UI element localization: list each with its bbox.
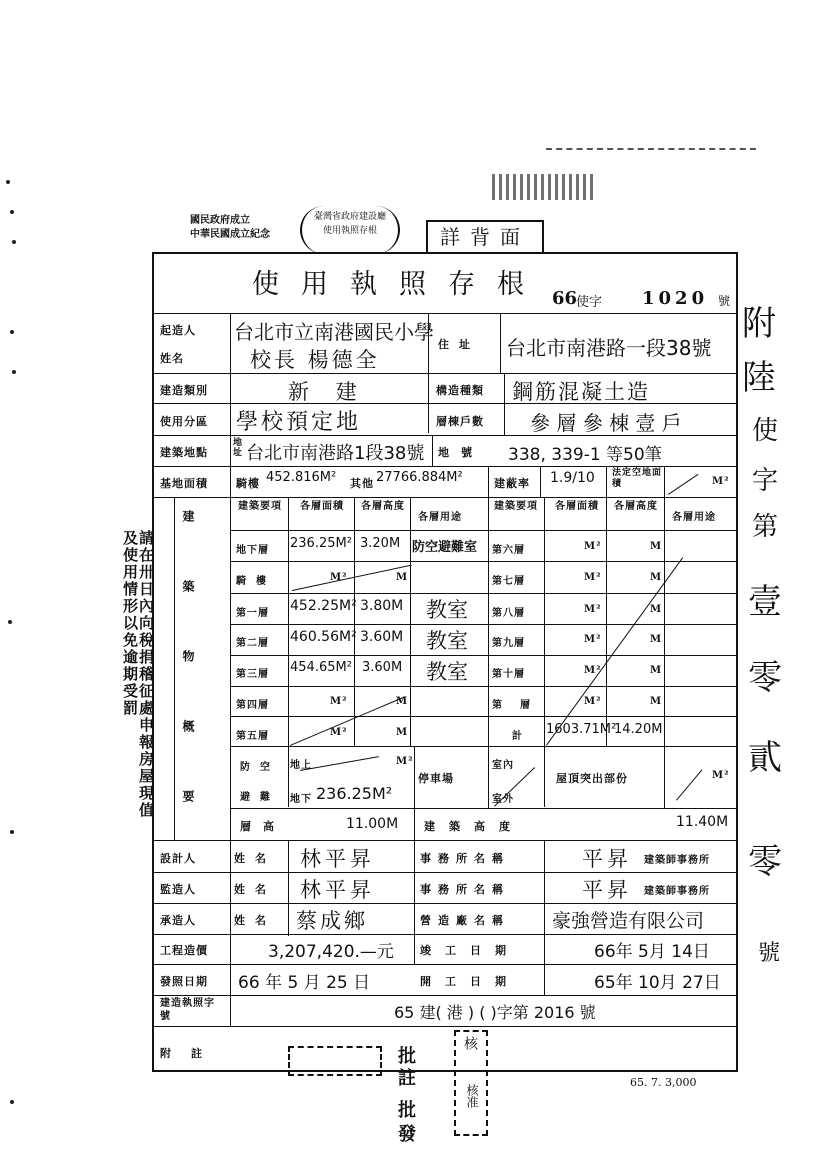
right-char: 陸: [742, 358, 776, 398]
label-shelter-2: 避難: [240, 792, 280, 803]
bldg-height-value: 11.40M: [676, 814, 729, 830]
arcade-area-value: 452.816M²: [266, 470, 337, 485]
label-ground-below: 地下: [290, 794, 312, 805]
f9-height-unit: M: [650, 634, 663, 645]
detail-side-label: 詳背面: [426, 220, 544, 254]
grid-line: [288, 497, 289, 807]
col-item-right: 建築要項: [494, 501, 538, 512]
label-site: 建築地點: [160, 446, 208, 459]
right-char: 號: [758, 941, 781, 966]
floor-height-value: 11.00M: [346, 816, 399, 832]
grid-line: [152, 840, 738, 841]
label-contractor-firm: 營造廠名稱: [420, 914, 510, 927]
grid-line: [288, 840, 289, 936]
completion-value: 66年 5月 14日: [594, 942, 710, 962]
f3-height: 3.60M: [362, 660, 403, 675]
label-f10: 第十層: [492, 669, 525, 680]
right-char: 零: [748, 842, 782, 882]
bottom-stamp-box: [454, 1030, 488, 1136]
label-f7: 第七層: [492, 576, 525, 587]
col-area-right: 各層面積: [555, 501, 599, 512]
grid-line: [410, 497, 411, 747]
f6-height-unit: M: [650, 541, 663, 552]
grid-line: [152, 995, 738, 996]
label-lot: 地號: [438, 446, 484, 459]
top-smudge: [492, 174, 596, 200]
contractor-name-value: 蔡成鄉: [296, 909, 368, 933]
grid-line: [664, 466, 665, 498]
label-total: 計: [512, 731, 523, 742]
grid-line: [152, 934, 738, 935]
grid-line: [432, 435, 433, 467]
grid-line: [664, 746, 665, 808]
basement-use: 防空避難室: [412, 540, 478, 555]
label-cost: 工程造價: [160, 944, 208, 957]
col-use-left: 各層用途: [418, 512, 462, 523]
f3-area: 454.65M²: [290, 660, 352, 675]
f2-area: 460.56M²: [290, 629, 357, 645]
col-height-right: 各層高度: [614, 501, 658, 512]
grid-line: [488, 466, 489, 498]
f3-use: 教室: [426, 660, 468, 684]
basement-area: 236.25M²: [290, 536, 352, 551]
floors-value: 參 層 參 棟 壹 戶: [530, 411, 682, 435]
label-indoor: 室內: [492, 760, 514, 771]
f6-area-unit: M²: [584, 541, 602, 552]
left-tax-note: 請在卅日內向稅捐稽征處申報房屋現值及使用情形以免逾期受罰: [121, 530, 155, 819]
arcade-row-unit: M²: [330, 572, 348, 583]
grid-line: [152, 373, 738, 374]
total-height: 14.20M: [614, 722, 663, 737]
right-char: 貳: [748, 738, 782, 778]
grid-line: [606, 466, 607, 498]
permit-prefix: 66: [552, 288, 578, 309]
start-date-value: 65年 10月 27日: [594, 973, 721, 993]
label-issue-date: 發照日期: [160, 975, 208, 988]
label-address: 住址: [438, 338, 480, 351]
f1-height: 3.80M: [360, 598, 404, 614]
issue-date-value: 66 年 5 月 25 日: [238, 973, 371, 993]
col-height-left: 各層高度: [361, 501, 405, 512]
permit-word: 使字: [576, 295, 603, 310]
grid-line: [488, 497, 489, 747]
label-contractor: 承造人: [160, 914, 196, 927]
grid-line: [152, 964, 738, 965]
label-roof-projection: 屋頂突出部份: [556, 772, 628, 785]
right-char: 使: [752, 416, 779, 446]
arcade-row-h-unit: M: [396, 572, 409, 583]
label-ground-above: 地上: [290, 760, 312, 771]
f8-height-unit: M: [650, 604, 663, 615]
label-f5: 第五層: [236, 731, 269, 742]
bottom-stamp: 批: [395, 1100, 416, 1118]
label-f2: 第二層: [236, 638, 269, 649]
grid-line: [230, 530, 738, 531]
grid-line: [152, 1026, 738, 1027]
bottom-stamp: 核: [462, 1036, 478, 1050]
label-supervisor: 監造人: [160, 883, 196, 896]
f8-area-unit: M²: [584, 604, 602, 615]
basement-height: 3.20M: [360, 536, 401, 551]
label-designer-name: 姓名: [234, 852, 276, 865]
use-zone-value: 學校預定地: [236, 410, 362, 435]
scan-mark: [8, 620, 12, 624]
grid-line: [152, 903, 738, 904]
label-fn: 第層: [492, 700, 548, 711]
label-other: 其他: [350, 477, 374, 490]
site-value: 台北市南港路1段38號: [246, 443, 425, 464]
label-supervisor-office: 事務所名稱: [420, 883, 510, 896]
col-area-left: 各層面積: [300, 501, 344, 512]
lot-value: 338, 339-1 等50筆: [508, 445, 662, 465]
permit-suffix: 號: [718, 294, 731, 308]
right-char: 附: [742, 304, 776, 344]
f4-height-unit: M: [396, 696, 409, 707]
f10-area-unit: M²: [584, 665, 602, 676]
label-remarks: 附註: [160, 1047, 222, 1060]
label-designer: 設計人: [160, 852, 196, 865]
grid-line: [540, 466, 541, 498]
label-parking: 停車場: [418, 772, 454, 785]
f5-area-unit: M²: [330, 727, 348, 738]
f4-area-unit: M²: [330, 696, 348, 707]
header-bracket-stamp: 臺灣省政府建設廳 使用執照存根: [300, 206, 400, 254]
label-site-addr: 地址: [231, 437, 241, 457]
label-f8: 第八層: [492, 608, 525, 619]
f1-area: 452.25M²: [290, 598, 357, 614]
shelter-below-value: 236.25M²: [316, 784, 393, 803]
label-outdoor: 室外: [492, 794, 514, 805]
label-basement: 地下層: [236, 545, 269, 556]
grid-line: [544, 497, 545, 807]
label-arcade: 騎樓: [236, 477, 260, 490]
grid-line: [606, 497, 607, 747]
legal-open-unit: M²: [712, 476, 730, 487]
address-value: 台北市南港路一段38號: [506, 336, 712, 360]
supervisor-office-suffix: 建築師事務所: [644, 886, 710, 897]
roof-unit: M²: [712, 770, 730, 781]
label-legal-open: 法定空地面積: [612, 468, 663, 489]
grid-line: [488, 746, 489, 808]
permit-number: 1020: [642, 288, 709, 309]
label-f4: 第四層: [236, 700, 269, 711]
build-type-value: 新 建: [288, 380, 367, 404]
label-build-type: 建造類別: [160, 384, 208, 397]
cost-value: 3,207,420.—元: [268, 942, 394, 962]
bottom-stamp: 核准: [465, 1084, 479, 1108]
right-char: 零: [748, 658, 782, 698]
label-start-date: 開工日期: [420, 975, 520, 988]
f2-use: 教室: [426, 629, 468, 653]
grid-line: [230, 808, 738, 809]
grid-line: [230, 655, 738, 656]
label-building-group: 建築物概要: [181, 510, 195, 860]
scan-mark: [6, 180, 10, 184]
fn-area-unit: M²: [584, 696, 602, 707]
grid-line: [500, 313, 501, 373]
right-char: 第: [752, 512, 779, 542]
scan-mark: [12, 240, 16, 244]
applicant-name-value: 校長 楊德全: [250, 348, 380, 372]
scan-mark: [10, 210, 14, 214]
designer-office-value: 平昇: [582, 847, 632, 871]
label-floors: 層棟戶數: [436, 415, 484, 428]
label-contractor-name: 姓名: [234, 914, 276, 927]
grid-line: [230, 624, 738, 625]
grid-line: [664, 497, 665, 747]
scan-mark: [10, 1100, 14, 1104]
label-structure: 構造種類: [436, 384, 484, 397]
f7-area-unit: M²: [584, 572, 602, 583]
header-stamp-left: 國民政府成立 中華民國成立紀念: [190, 215, 270, 240]
label-bldg-height: 建築高度: [424, 820, 524, 833]
designer-name-value: 林平昇: [300, 847, 375, 871]
grid-line: [414, 746, 415, 808]
grid-line: [230, 561, 738, 562]
grid-line: [152, 313, 738, 314]
label-base-area: 基地面積: [160, 477, 208, 490]
label-f6: 第六層: [492, 545, 525, 556]
label-use-zone: 使用分區: [160, 415, 208, 428]
grid-line: [504, 373, 505, 435]
grid-line: [230, 686, 738, 687]
above-unit: M²: [396, 756, 414, 767]
label-applicant-name: 姓名: [160, 352, 184, 365]
f1-use: 教室: [426, 598, 468, 622]
f2-height: 3.60M: [360, 629, 404, 645]
grid-line: [354, 497, 355, 747]
contractor-firm-value: 豪強營造有限公司: [552, 910, 705, 932]
grid-line: [230, 716, 738, 717]
label-designer-office: 事務所名稱: [420, 852, 510, 865]
label-shelter-1: 防空: [240, 762, 280, 773]
grid-line: [152, 497, 738, 498]
bottom-stamp-frame: [288, 1046, 382, 1076]
grid-line: [152, 466, 738, 467]
col-use-right: 各層用途: [672, 512, 716, 523]
grid-line: [152, 403, 738, 404]
label-f1: 第一層: [236, 608, 269, 619]
grid-line: [174, 497, 175, 840]
supervisor-name-value: 林平昇: [300, 878, 375, 902]
designer-office-suffix: 建築師事務所: [644, 855, 710, 866]
label-arcade-row: 騎樓: [236, 576, 276, 587]
grid-line: [230, 593, 738, 594]
col-item-left: 建築要項: [238, 501, 282, 512]
label-coverage: 建蔽率: [494, 477, 530, 490]
label-completion: 竣工日期: [420, 944, 520, 957]
footer-print: 65. 7. 3,000: [630, 1076, 697, 1089]
coverage-value: 1.9/10: [550, 470, 595, 486]
fn-height-unit: M: [650, 696, 663, 707]
scan-mark: [10, 330, 14, 334]
right-char: 字: [752, 466, 779, 496]
total-area: 1603.71M²: [546, 722, 617, 737]
label-applicant: 起造人: [160, 324, 196, 337]
label-supervisor-name: 姓名: [234, 883, 276, 896]
supervisor-office-value: 平昇: [582, 878, 632, 902]
scan-mark: [12, 370, 16, 374]
grid-line: [414, 808, 415, 964]
grid-line: [230, 746, 738, 747]
permit-no-value: 65 建( 港 ) ( )字第 2016 號: [394, 1003, 596, 1022]
f7-height-unit: M: [650, 572, 663, 583]
f10-height-unit: M: [650, 665, 663, 676]
label-f3: 第三層: [236, 669, 269, 680]
other-area-value: 27766.884M²: [376, 470, 463, 485]
grid-line: [152, 872, 738, 873]
bottom-stamp: 發: [395, 1124, 416, 1142]
label-f9: 第九層: [492, 638, 525, 649]
f5-height-unit: M: [396, 727, 409, 738]
f9-area-unit: M²: [584, 634, 602, 645]
label-floor-height: 層高: [240, 820, 286, 833]
page-title: 使用執照存根: [252, 269, 546, 300]
applicant-value: 台北市立南港國民小學: [234, 320, 434, 344]
scan-mark: [10, 830, 14, 834]
top-dash-line: [546, 148, 756, 150]
grid-line: [230, 313, 231, 1026]
label-permit-no: 建造執照字號: [160, 998, 215, 1022]
grid-line: [544, 840, 545, 995]
bottom-stamp: 批註: [395, 1046, 416, 1090]
right-char: 壹: [748, 582, 782, 622]
structure-value: 鋼筋混凝土造: [512, 380, 650, 404]
